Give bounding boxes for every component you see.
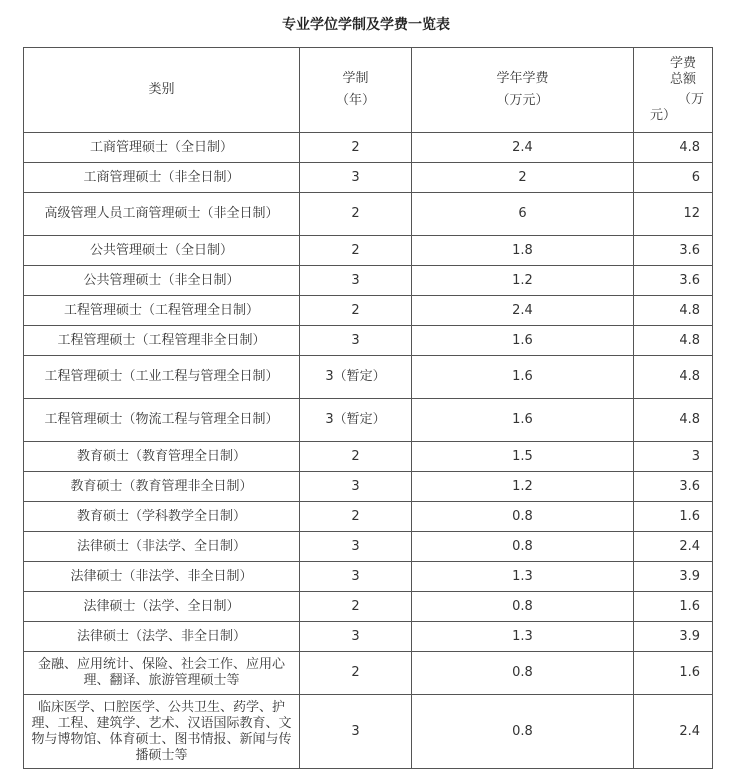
cell-total-fee: 4.8 (634, 399, 713, 442)
cell-annual-fee: 0.8 (412, 502, 634, 532)
cell-annual-fee: 1.6 (412, 356, 634, 399)
cell-category: 公共管理硕士（非全日制） (24, 266, 300, 296)
header-duration-line1: 学制 (342, 71, 369, 86)
header-total-fee (634, 48, 713, 133)
cell-category: 工程管理硕士（工程管理全日制） (24, 296, 300, 326)
table-row (24, 442, 713, 472)
cell-total-fee: 3.6 (634, 236, 713, 266)
cell-category: 临床医学、口腔医学、公共卫生、药学、护理、工程、建筑学、艺术、汉语国际教育、文物与博物馆、体育硕士、图书情报、新闻与传播硕士等 (24, 695, 300, 769)
table-row (24, 296, 713, 326)
table-row (24, 133, 713, 163)
table-row (24, 532, 713, 562)
cell-annual-fee: 6 (412, 193, 634, 236)
cell-annual-fee: 0.8 (412, 532, 634, 562)
header-annual-fee-line2: （万元） (496, 93, 549, 108)
cell-duration: 3 (300, 695, 412, 769)
cell-total-fee: 4.8 (634, 296, 713, 326)
header-row (24, 48, 713, 133)
cell-duration: 3 (300, 163, 412, 193)
table-row (24, 652, 713, 695)
cell-category: 法律硕士（法学、全日制） (24, 592, 300, 622)
header-duration (300, 48, 412, 133)
table-row (24, 695, 713, 769)
cell-category: 教育硕士（教育管理全日制） (24, 442, 300, 472)
cell-duration: 3 (300, 266, 412, 296)
header-duration-line2: （年） (335, 93, 375, 108)
header-annual-fee (412, 48, 634, 133)
cell-category: 教育硕士（学科教学全日制） (24, 502, 300, 532)
table-row (24, 472, 713, 502)
header-total-fee-line2: 总额 (670, 72, 697, 87)
cell-annual-fee: 1.5 (412, 442, 634, 472)
cell-annual-fee: 2 (412, 163, 634, 193)
cell-total-fee: 3.9 (634, 562, 713, 592)
cell-total-fee: 6 (634, 163, 713, 193)
cell-duration: 3 (300, 326, 412, 356)
table-row (24, 266, 713, 296)
cell-category: 工商管理硕士（非全日制） (24, 163, 300, 193)
cell-annual-fee: 0.8 (412, 695, 634, 769)
cell-annual-fee: 1.3 (412, 562, 634, 592)
cell-total-fee: 3.6 (634, 472, 713, 502)
fee-table (23, 47, 713, 769)
cell-total-fee: 12 (634, 193, 713, 236)
cell-annual-fee: 2.4 (412, 133, 634, 163)
cell-total-fee: 1.6 (634, 652, 713, 695)
cell-category: 工程管理硕士（工程管理非全日制） (24, 326, 300, 356)
cell-category: 高级管理人员工商管理硕士（非全日制） (24, 193, 300, 236)
cell-total-fee: 1.6 (634, 592, 713, 622)
header-total-fee-line1: 学费 (670, 56, 697, 71)
cell-category: 教育硕士（教育管理非全日制） (24, 472, 300, 502)
cell-duration: 3 (300, 472, 412, 502)
table-row (24, 356, 713, 399)
cell-annual-fee: 0.8 (412, 652, 634, 695)
cell-annual-fee: 0.8 (412, 592, 634, 622)
cell-total-fee: 3.9 (634, 622, 713, 652)
cell-duration: 2 (300, 236, 412, 266)
cell-duration: 2 (300, 442, 412, 472)
cell-annual-fee: 2.4 (412, 296, 634, 326)
cell-duration: 3 (300, 622, 412, 652)
table-row (24, 399, 713, 442)
table-row (24, 562, 713, 592)
cell-total-fee: 3 (634, 442, 713, 472)
cell-category: 公共管理硕士（全日制） (24, 236, 300, 266)
table-row (24, 193, 713, 236)
cell-category: 工程管理硕士（物流工程与管理全日制） (24, 399, 300, 442)
cell-total-fee: 2.4 (634, 532, 713, 562)
table-row (24, 622, 713, 652)
cell-total-fee: 4.8 (634, 326, 713, 356)
cell-annual-fee: 1.3 (412, 622, 634, 652)
cell-duration: 3 (300, 562, 412, 592)
cell-total-fee: 4.8 (634, 133, 713, 163)
table-row (24, 502, 713, 532)
cell-category: 金融、应用统计、保险、社会工作、应用心理、翻译、旅游管理硕士等 (24, 652, 300, 695)
cell-total-fee: 2.4 (634, 695, 713, 769)
table-row (24, 163, 713, 193)
cell-duration: 3（暂定） (300, 356, 412, 399)
cell-annual-fee: 1.2 (412, 472, 634, 502)
cell-category: 法律硕士（非法学、非全日制） (24, 562, 300, 592)
cell-duration: 3 (300, 532, 412, 562)
cell-duration: 3（暂定） (300, 399, 412, 442)
cell-duration: 2 (300, 193, 412, 236)
table-row (24, 236, 713, 266)
cell-duration: 2 (300, 652, 412, 695)
cell-category: 工程管理硕士（工业工程与管理全日制） (24, 356, 300, 399)
cell-duration: 2 (300, 502, 412, 532)
table-row (24, 592, 713, 622)
page-title: 专业学位学制及学费一览表 (282, 17, 450, 33)
cell-duration: 2 (300, 592, 412, 622)
cell-total-fee: 4.8 (634, 356, 713, 399)
cell-category: 法律硕士（非法学、全日制） (24, 532, 300, 562)
cell-annual-fee: 1.2 (412, 266, 634, 296)
cell-total-fee: 3.6 (634, 266, 713, 296)
header-category: 类别 (24, 48, 300, 133)
header-annual-fee-line1: 学年学费 (496, 71, 549, 86)
cell-annual-fee: 1.6 (412, 326, 634, 356)
header-total-fee-line3: （万 (678, 92, 705, 107)
cell-total-fee: 1.6 (634, 502, 713, 532)
cell-category: 法律硕士（法学、非全日制） (24, 622, 300, 652)
cell-annual-fee: 1.6 (412, 399, 634, 442)
cell-duration: 2 (300, 296, 412, 326)
cell-annual-fee: 1.8 (412, 236, 634, 266)
cell-duration: 2 (300, 133, 412, 163)
header-total-fee-line4: 元） (650, 108, 677, 123)
table-row (24, 326, 713, 356)
cell-category: 工商管理硕士（全日制） (24, 133, 300, 163)
